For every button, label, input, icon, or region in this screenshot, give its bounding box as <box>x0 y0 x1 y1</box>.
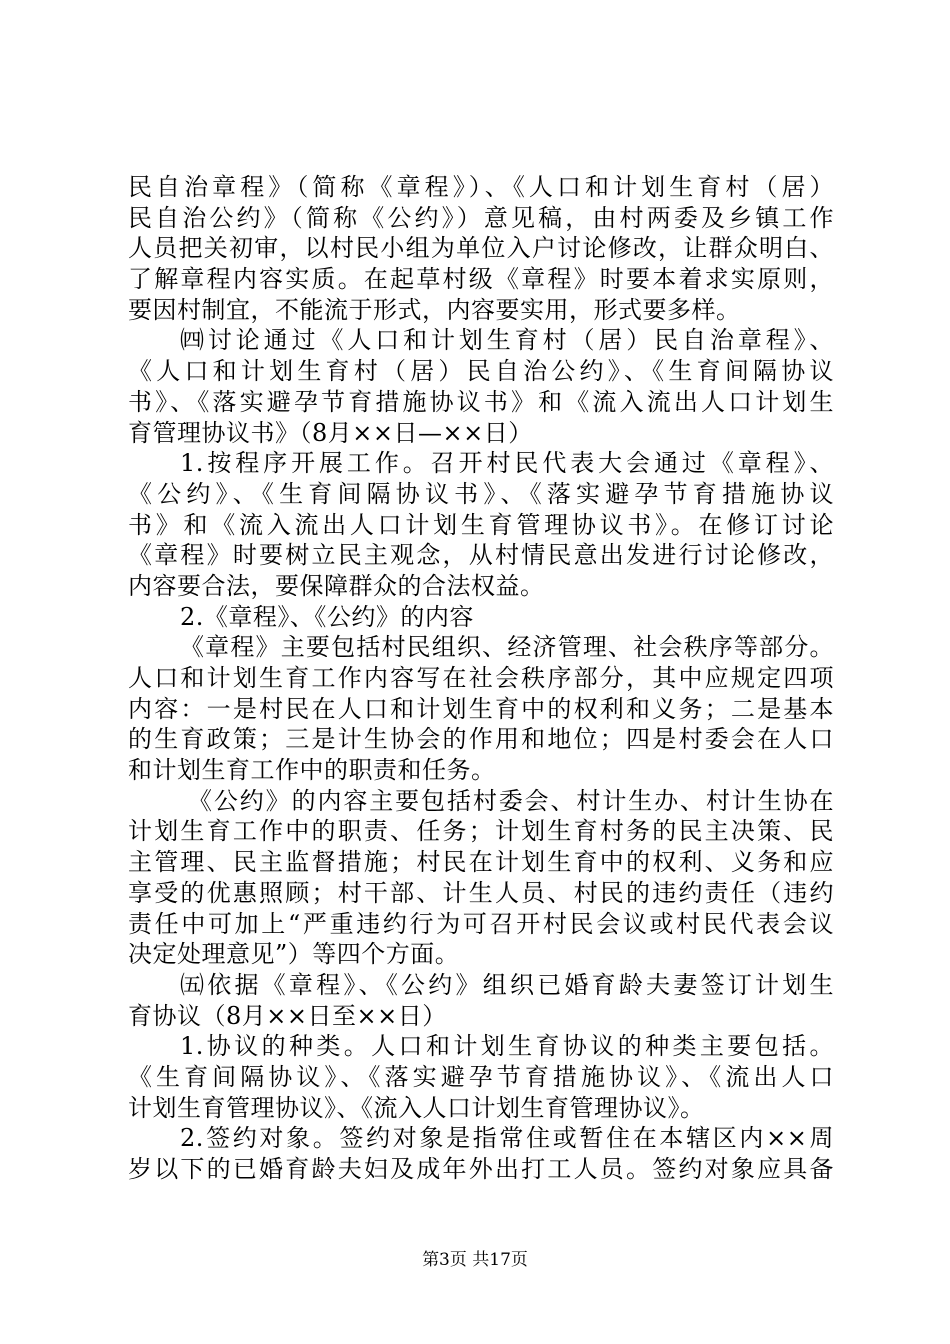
text-line: 人员把关初审，以村民小组为单位入户讨论修改，让群众明白、 <box>128 234 834 263</box>
text-line: 决定处理意见”）等四个方面。 <box>128 940 460 969</box>
text-line: 的生育政策；三是计生协会的作用和地位；四是村委会在人口 <box>128 725 834 754</box>
text-line: 民自治公约》（简称《公约》）意见稿，由村两委及乡镇工作 <box>128 203 834 232</box>
text-line: 责任中可加上“严重违约行为可召开村民会议或村民代表会议 <box>128 909 834 938</box>
text-line: 1.协议的种类。人口和计划生育协议的种类主要包括。 <box>180 1032 834 1061</box>
text-line: 内容要合法，要保障群众的合法权益。 <box>128 571 545 600</box>
text-line: 岁以下的已婚育龄夫妇及成年外出打工人员。签约对象应具备 <box>128 1155 834 1183</box>
text-line: 书》和《流入流出人口计划生育管理协议书》。在修订讨论 <box>128 510 834 539</box>
text-line: 1.按程序开展工作。召开村民代表大会通过《章程》、 <box>180 449 834 478</box>
text-line: 《章程》时要树立民主观念，从村情民意出发进行讨论修改， <box>128 541 834 570</box>
page-number-footer: 第3页 共17页 <box>422 1250 528 1270</box>
text-line: 要因村制宜，不能流于形式，内容要实用，形式要多样。 <box>128 295 741 324</box>
text-line: 人口和计划生育工作内容写在社会秩序部分，其中应规定四项 <box>128 664 834 692</box>
text-line: 《章程》主要包括村民组织、经济管理、社会秩序等部分。 <box>180 633 834 662</box>
text-line: 了解章程内容实质。在起草村级《章程》时要本着求实原则， <box>128 265 834 294</box>
text-line: 主管理、民主监督措施；村民在计划生育中的权利、义务和应 <box>128 848 834 877</box>
text-line: 《公约》、《生育间隔协议书》、《落实避孕节育措施协议 <box>128 479 834 508</box>
document-body <box>128 172 834 1185</box>
text-line: 书》、《落实避孕节育措施协议书》和《流入流出人口计划生 <box>128 387 834 416</box>
text-line: 育管理协议书》（8月××日—××日） <box>128 418 533 447</box>
text-line: 计划生育管理协议》、《流入人口计划生育管理协议》。 <box>128 1093 705 1122</box>
text-line: 《生育间隔协议》、《落实避孕节育措施协议》、《流出人口 <box>128 1062 834 1091</box>
text-line: 育协议（8月××日至××日） <box>128 1001 447 1030</box>
text-line: 2.《章程》、《公约》的内容 <box>180 602 474 631</box>
text-line: 和计划生育工作中的职责和任务。 <box>128 756 496 785</box>
text-line: 内容：一是村民在人口和计划生育中的权利和义务；二是基本 <box>128 694 834 723</box>
text-line: ㈤依据《章程》、《公约》组织已婚育龄夫妻签订计划生 <box>180 970 834 999</box>
text-line: 享受的优惠照顾；村干部、计生人员、村民的违约责任（违约 <box>128 878 834 907</box>
text-line: 民自治章程》（简称《章程》）、《人口和计划生育村（居） <box>128 173 834 201</box>
text-line: ㈣讨论通过《人口和计划生育村（居）民自治章程》、 <box>180 326 834 355</box>
text-line: 《人口和计划生育村（居）民自治公约》、《生育间隔协议 <box>128 357 834 386</box>
text-line: 2.签约对象。签约对象是指常住或暂住在本辖区内××周 <box>180 1124 834 1153</box>
text-line: 《公约》的内容主要包括村委会、村计生办、村计生协在 <box>188 786 834 815</box>
text-line: 计划生育工作中的职责、任务；计划生育村务的民主决策、民 <box>128 817 834 846</box>
